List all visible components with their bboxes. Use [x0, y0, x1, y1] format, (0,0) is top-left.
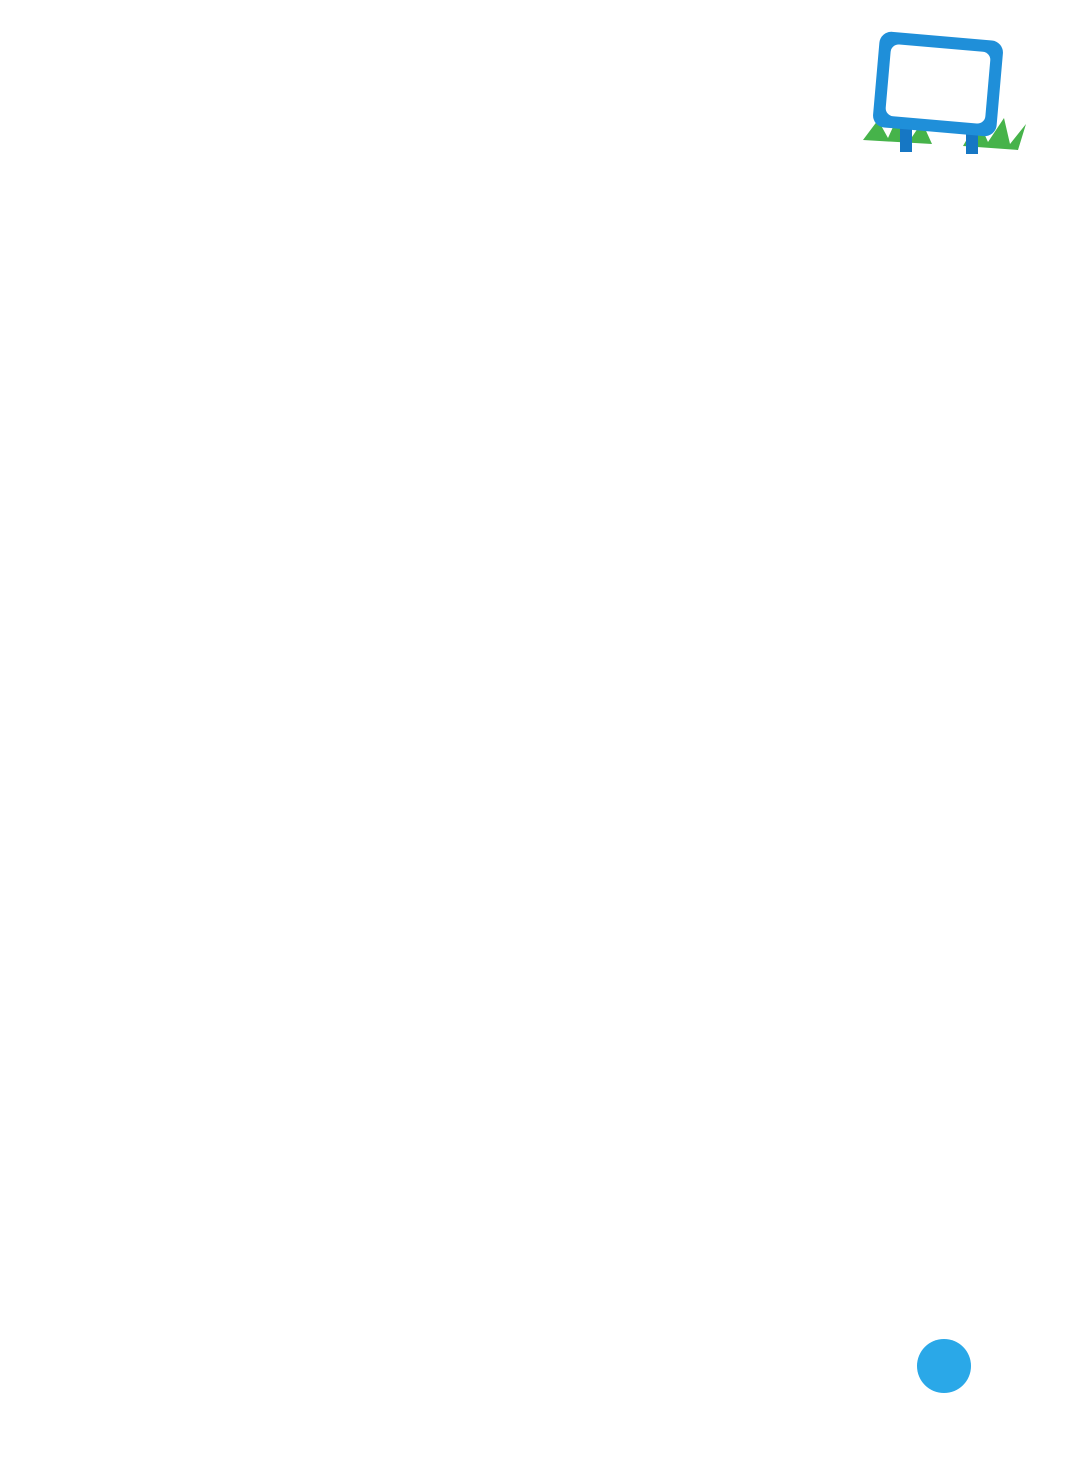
page-number: [917, 1339, 971, 1393]
